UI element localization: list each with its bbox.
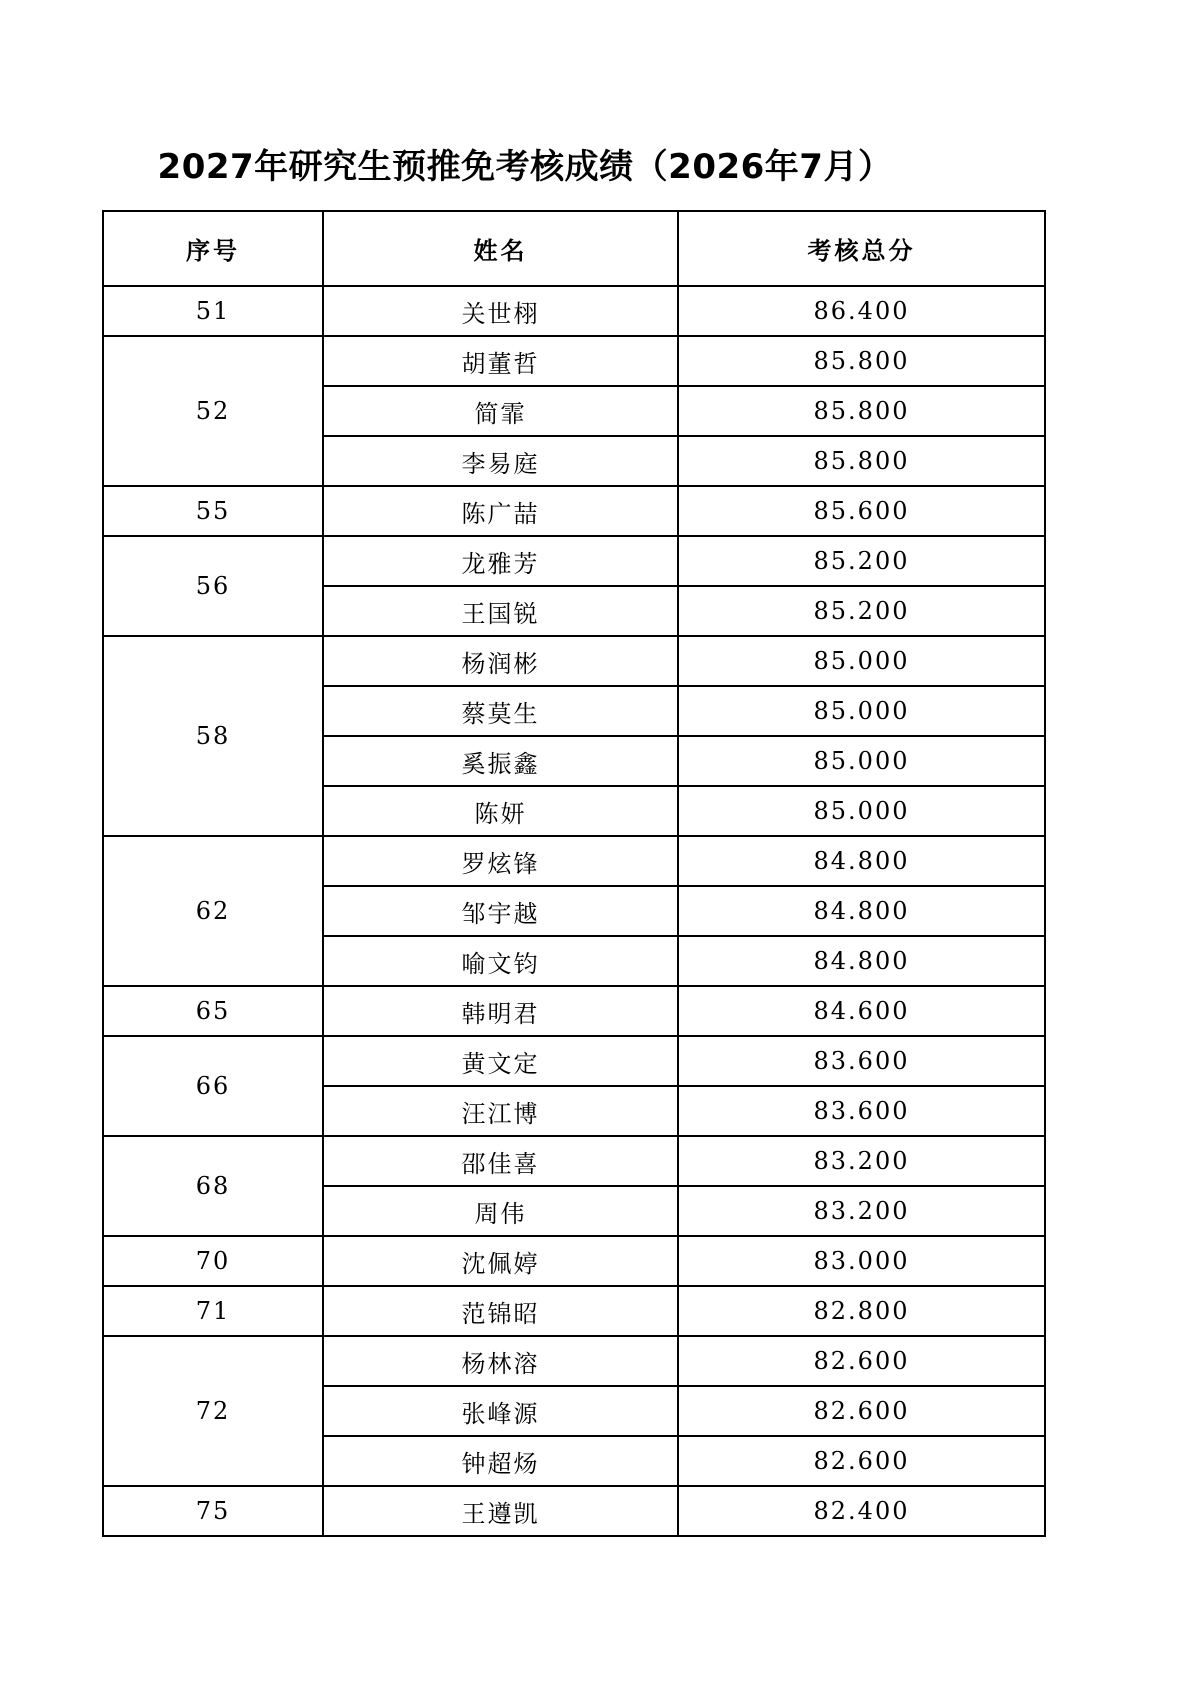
name-cell: 邵佳喜 — [323, 1136, 678, 1186]
score-cell: 82.600 — [678, 1386, 1045, 1436]
score-cell: 85.000 — [678, 736, 1045, 786]
name-cell: 王国锐 — [323, 586, 678, 636]
name-cell: 关世栩 — [323, 286, 678, 336]
score-cell: 83.200 — [678, 1186, 1045, 1236]
table-row — [103, 1236, 1045, 1286]
document-title: 2027年研究生预推免考核成绩（2026年7月） — [157, 147, 893, 187]
table-row — [103, 536, 1045, 586]
score-cell: 85.000 — [678, 786, 1045, 836]
table-row — [103, 1486, 1045, 1536]
header-rank: 序号 — [103, 211, 323, 286]
header-score: 考核总分 — [678, 211, 1045, 286]
score-cell: 85.800 — [678, 436, 1045, 486]
table-row — [103, 1286, 1045, 1336]
name-cell: 蔡莫生 — [323, 686, 678, 736]
table-row — [103, 286, 1045, 336]
score-cell: 85.800 — [678, 336, 1045, 386]
table-row — [103, 1036, 1045, 1086]
score-cell: 84.800 — [678, 836, 1045, 886]
name-cell: 喻文钧 — [323, 936, 678, 986]
name-cell: 杨林溶 — [323, 1336, 678, 1386]
table-row — [103, 836, 1045, 886]
name-cell: 杨润彬 — [323, 636, 678, 686]
name-cell: 胡董哲 — [323, 336, 678, 386]
score-cell: 85.000 — [678, 686, 1045, 736]
name-cell: 沈佩婷 — [323, 1236, 678, 1286]
rank-cell: 75 — [103, 1486, 323, 1536]
rank-cell: 58 — [103, 636, 323, 836]
score-cell: 85.800 — [678, 386, 1045, 436]
table-row — [103, 486, 1045, 536]
score-cell: 85.600 — [678, 486, 1045, 536]
name-cell: 罗炫锋 — [323, 836, 678, 886]
table-row — [103, 336, 1045, 386]
rank-cell: 62 — [103, 836, 323, 986]
name-cell: 张峰源 — [323, 1386, 678, 1436]
table-row — [103, 636, 1045, 686]
name-cell: 黄文定 — [323, 1036, 678, 1086]
table-row — [103, 986, 1045, 1036]
score-cell: 85.200 — [678, 536, 1045, 586]
score-cell: 85.200 — [678, 586, 1045, 636]
table-row — [103, 1336, 1045, 1386]
name-cell: 龙雅芳 — [323, 536, 678, 586]
name-cell: 奚振鑫 — [323, 736, 678, 786]
score-cell: 83.200 — [678, 1136, 1045, 1186]
name-cell: 钟超炀 — [323, 1436, 678, 1486]
name-cell: 邹宇越 — [323, 886, 678, 936]
rank-cell: 66 — [103, 1036, 323, 1136]
header-name: 姓名 — [323, 211, 678, 286]
score-cell: 86.400 — [678, 286, 1045, 336]
table-row — [103, 1136, 1045, 1186]
rank-cell: 71 — [103, 1286, 323, 1336]
score-cell: 83.600 — [678, 1086, 1045, 1136]
score-cell: 83.000 — [678, 1236, 1045, 1286]
name-cell: 周伟 — [323, 1186, 678, 1236]
score-table-body — [103, 211, 1045, 1536]
table-header-row — [103, 211, 1045, 286]
score-cell: 84.800 — [678, 886, 1045, 936]
score-cell: 83.600 — [678, 1036, 1045, 1086]
name-cell: 陈妍 — [323, 786, 678, 836]
name-cell: 李易庭 — [323, 436, 678, 486]
rank-cell: 70 — [103, 1236, 323, 1286]
rank-cell: 68 — [103, 1136, 323, 1236]
rank-cell: 52 — [103, 336, 323, 486]
rank-cell: 51 — [103, 286, 323, 336]
name-cell: 陈广喆 — [323, 486, 678, 536]
score-table — [102, 210, 1046, 1537]
rank-cell: 65 — [103, 986, 323, 1036]
name-cell: 王遵凯 — [323, 1486, 678, 1536]
name-cell: 简霏 — [323, 386, 678, 436]
score-cell: 82.800 — [678, 1286, 1045, 1336]
rank-cell: 56 — [103, 536, 323, 636]
score-cell: 82.600 — [678, 1336, 1045, 1386]
score-cell: 82.400 — [678, 1486, 1045, 1536]
name-cell: 范锦昭 — [323, 1286, 678, 1336]
rank-cell: 72 — [103, 1336, 323, 1486]
score-cell: 85.000 — [678, 636, 1045, 686]
rank-cell: 55 — [103, 486, 323, 536]
score-cell: 84.600 — [678, 986, 1045, 1036]
score-cell: 84.800 — [678, 936, 1045, 986]
name-cell: 韩明君 — [323, 986, 678, 1036]
name-cell: 汪江博 — [323, 1086, 678, 1136]
score-cell: 82.600 — [678, 1436, 1045, 1486]
